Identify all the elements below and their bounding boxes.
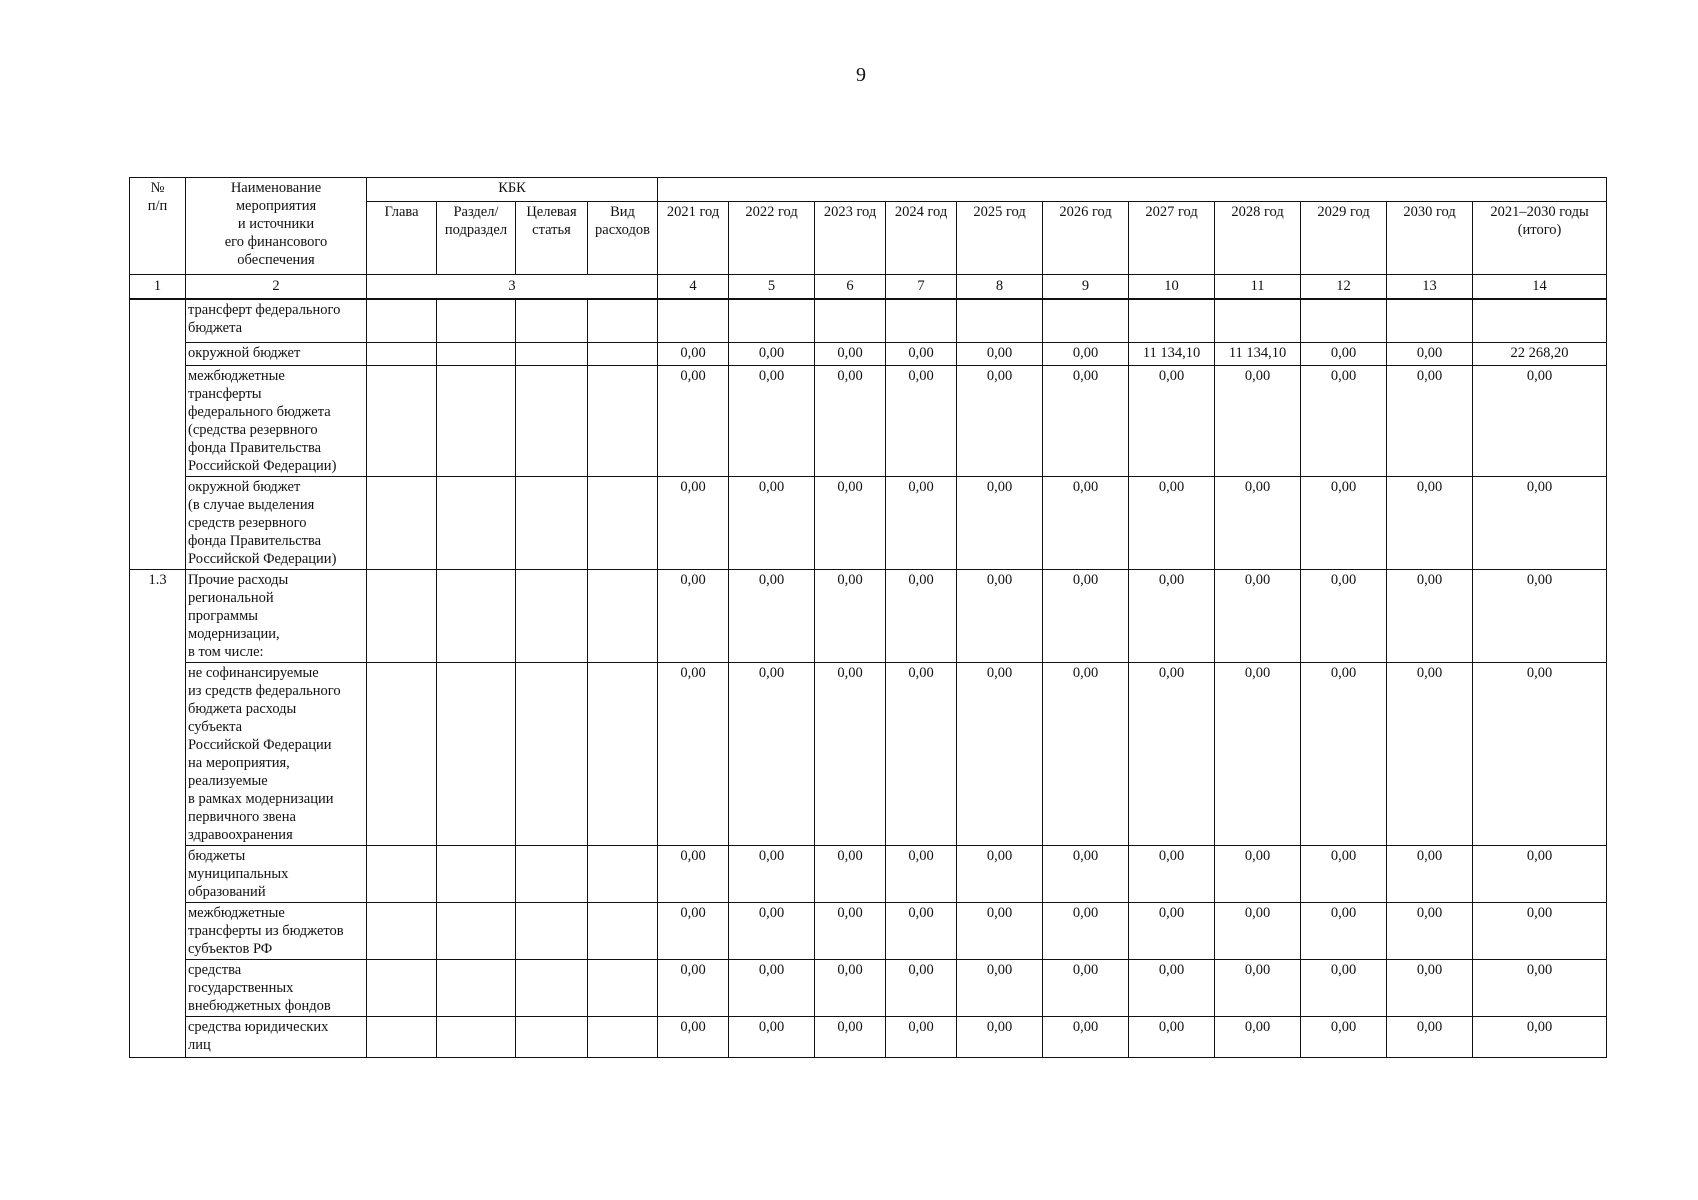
value-cell: 0,00 xyxy=(886,902,957,959)
value-cell: 0,00 xyxy=(658,569,729,662)
header-kbk: КБК xyxy=(367,178,658,202)
value-cell: 0,00 xyxy=(886,476,957,569)
value-cell: 0,00 xyxy=(1387,476,1473,569)
value-cell: 0,00 xyxy=(1129,662,1215,845)
value-cell: 0,00 xyxy=(815,476,886,569)
row-name: межбюджетные трансферты федерального бюджета (средства резервного фонда Правительства Российской Федерации) xyxy=(186,365,367,476)
value-cell: 0,00 xyxy=(658,365,729,476)
column-number-13: 13 xyxy=(1387,275,1473,300)
value-cell: 11 134,10 xyxy=(1129,342,1215,365)
table-row xyxy=(130,569,1607,662)
row-index xyxy=(130,476,186,569)
header-kbk-col-3: Целевая статья xyxy=(516,202,588,275)
value-cell: 0,00 xyxy=(1387,959,1473,1016)
row-index xyxy=(130,365,186,476)
row-index xyxy=(130,959,186,1016)
row-index: 1.3 xyxy=(130,569,186,662)
column-number-1: 1 xyxy=(130,275,186,300)
row-name: Прочие расходы региональной программы модернизации, в том числе: xyxy=(186,569,367,662)
value-cell: 0,00 xyxy=(815,1016,886,1057)
column-number-8: 8 xyxy=(957,275,1043,300)
value-cell: 0,00 xyxy=(1129,569,1215,662)
value-cell: 0,00 xyxy=(658,845,729,902)
kbk-cell xyxy=(516,342,588,365)
header-year-11: 2021–2030 годы (итого) xyxy=(1473,202,1607,275)
column-number-3: 3 xyxy=(367,275,658,300)
table-row xyxy=(130,476,1607,569)
kbk-cell xyxy=(367,342,437,365)
value-cell: 0,00 xyxy=(729,662,815,845)
table-row xyxy=(130,959,1607,1016)
value-cell: 0,00 xyxy=(1473,1016,1607,1057)
header-year-7: 2027 год xyxy=(1129,202,1215,275)
kbk-cell xyxy=(588,662,658,845)
value-cell: 0,00 xyxy=(1387,1016,1473,1057)
value-cell: 0,00 xyxy=(729,959,815,1016)
kbk-cell xyxy=(367,902,437,959)
value-cell: 0,00 xyxy=(886,569,957,662)
column-number-6: 6 xyxy=(815,275,886,300)
budget-table xyxy=(129,177,1607,1058)
value-cell: 0,00 xyxy=(1301,902,1387,959)
value-cell: 0,00 xyxy=(1043,959,1129,1016)
header-no: № п/п xyxy=(130,178,186,275)
header-kbk-col-2: Раздел/ подраздел xyxy=(437,202,516,275)
value-cell: 0,00 xyxy=(658,662,729,845)
value-cell: 0,00 xyxy=(957,365,1043,476)
kbk-cell xyxy=(588,365,658,476)
table-row xyxy=(130,662,1607,845)
value-cell: 0,00 xyxy=(815,569,886,662)
value-cell: 0,00 xyxy=(1129,845,1215,902)
kbk-cell xyxy=(367,1016,437,1057)
value-cell: 0,00 xyxy=(1301,365,1387,476)
kbk-cell xyxy=(367,569,437,662)
value-cell: 0,00 xyxy=(1301,1016,1387,1057)
column-number-9: 9 xyxy=(1043,275,1129,300)
value-cell xyxy=(815,299,886,342)
value-cell: 0,00 xyxy=(1387,845,1473,902)
header-kbk-col-4: Вид расходов xyxy=(588,202,658,275)
header-year-10: 2030 год xyxy=(1387,202,1473,275)
row-name: бюджеты муниципальных образований xyxy=(186,845,367,902)
header-year-9: 2029 год xyxy=(1301,202,1387,275)
kbk-cell xyxy=(516,959,588,1016)
value-cell: 0,00 xyxy=(1215,662,1301,845)
row-index xyxy=(130,845,186,902)
kbk-cell xyxy=(588,845,658,902)
value-cell: 0,00 xyxy=(729,902,815,959)
value-cell: 0,00 xyxy=(1043,365,1129,476)
value-cell xyxy=(1473,299,1607,342)
header-year-4: 2024 год xyxy=(886,202,957,275)
value-cell: 0,00 xyxy=(1473,959,1607,1016)
value-cell: 0,00 xyxy=(1387,902,1473,959)
value-cell: 0,00 xyxy=(886,365,957,476)
value-cell: 0,00 xyxy=(957,902,1043,959)
kbk-cell xyxy=(367,299,437,342)
kbk-cell xyxy=(437,342,516,365)
column-number-14: 14 xyxy=(1473,275,1607,300)
header-year-8: 2028 год xyxy=(1215,202,1301,275)
value-cell: 0,00 xyxy=(1215,1016,1301,1057)
value-cell: 0,00 xyxy=(1215,845,1301,902)
kbk-cell xyxy=(367,476,437,569)
header-kbk-col-1: Глава xyxy=(367,202,437,275)
kbk-cell xyxy=(437,662,516,845)
value-cell: 0,00 xyxy=(1301,476,1387,569)
kbk-cell xyxy=(437,1016,516,1057)
header-year-2: 2022 год xyxy=(729,202,815,275)
header-row-1 xyxy=(130,178,1607,202)
value-cell: 0,00 xyxy=(815,662,886,845)
value-cell: 0,00 xyxy=(957,845,1043,902)
kbk-cell xyxy=(516,365,588,476)
column-number-5: 5 xyxy=(729,275,815,300)
kbk-cell xyxy=(437,902,516,959)
header-year-5: 2025 год xyxy=(957,202,1043,275)
kbk-cell xyxy=(516,569,588,662)
value-cell: 0,00 xyxy=(957,569,1043,662)
value-cell: 0,00 xyxy=(957,342,1043,365)
value-cell: 0,00 xyxy=(957,1016,1043,1057)
value-cell: 0,00 xyxy=(1043,569,1129,662)
kbk-cell xyxy=(588,959,658,1016)
column-number-10: 10 xyxy=(1129,275,1215,300)
value-cell: 0,00 xyxy=(1129,959,1215,1016)
row-name: средства государственных внебюджетных фондов xyxy=(186,959,367,1016)
value-cell: 0,00 xyxy=(886,959,957,1016)
header-name: Наименование мероприятия и источники его финансового обеспечения xyxy=(186,178,367,275)
value-cell: 0,00 xyxy=(1215,902,1301,959)
value-cell: 0,00 xyxy=(1043,1016,1129,1057)
value-cell: 0,00 xyxy=(729,476,815,569)
value-cell xyxy=(1043,299,1129,342)
table-row xyxy=(130,365,1607,476)
value-cell: 22 268,20 xyxy=(1473,342,1607,365)
value-cell: 0,00 xyxy=(886,1016,957,1057)
kbk-cell xyxy=(516,299,588,342)
value-cell: 0,00 xyxy=(1301,569,1387,662)
value-cell: 0,00 xyxy=(1043,662,1129,845)
value-cell: 0,00 xyxy=(1473,662,1607,845)
value-cell: 0,00 xyxy=(1043,342,1129,365)
table-row xyxy=(130,1016,1607,1057)
value-cell: 0,00 xyxy=(658,342,729,365)
kbk-cell xyxy=(588,476,658,569)
value-cell: 0,00 xyxy=(1129,476,1215,569)
value-cell: 11 134,10 xyxy=(1215,342,1301,365)
value-cell xyxy=(729,299,815,342)
kbk-cell xyxy=(516,1016,588,1057)
value-cell: 0,00 xyxy=(1473,845,1607,902)
value-cell: 0,00 xyxy=(815,845,886,902)
header-year-6: 2026 год xyxy=(1043,202,1129,275)
table-row xyxy=(130,299,1607,342)
value-cell xyxy=(957,299,1043,342)
kbk-cell xyxy=(437,476,516,569)
value-cell: 0,00 xyxy=(658,1016,729,1057)
value-cell: 0,00 xyxy=(1215,365,1301,476)
kbk-cell xyxy=(367,662,437,845)
value-cell: 0,00 xyxy=(1215,569,1301,662)
value-cell xyxy=(1129,299,1215,342)
row-index xyxy=(130,1016,186,1057)
value-cell: 0,00 xyxy=(658,476,729,569)
row-index xyxy=(130,342,186,365)
kbk-cell xyxy=(437,299,516,342)
row-name: средства юридических лиц xyxy=(186,1016,367,1057)
value-cell: 0,00 xyxy=(957,476,1043,569)
value-cell: 0,00 xyxy=(1473,476,1607,569)
value-cell: 0,00 xyxy=(1043,476,1129,569)
column-number-2: 2 xyxy=(186,275,367,300)
value-cell: 0,00 xyxy=(729,365,815,476)
value-cell: 0,00 xyxy=(886,845,957,902)
kbk-cell xyxy=(588,342,658,365)
value-cell: 0,00 xyxy=(1301,662,1387,845)
column-numbers-row xyxy=(130,275,1607,300)
row-index xyxy=(130,299,186,342)
kbk-cell xyxy=(588,569,658,662)
kbk-cell xyxy=(516,662,588,845)
value-cell: 0,00 xyxy=(1129,902,1215,959)
kbk-cell xyxy=(437,569,516,662)
value-cell: 0,00 xyxy=(729,342,815,365)
value-cell: 0,00 xyxy=(1215,959,1301,1016)
value-cell: 0,00 xyxy=(658,902,729,959)
value-cell: 0,00 xyxy=(729,1016,815,1057)
value-cell: 0,00 xyxy=(729,569,815,662)
kbk-cell xyxy=(367,959,437,1016)
value-cell: 0,00 xyxy=(815,902,886,959)
row-name: не софинансируемые из средств федерального бюджета расходы субъекта Российской Федерации на мероприятия, реализуемые в рамках модернизации первичного звена здравоохранения xyxy=(186,662,367,845)
value-cell: 0,00 xyxy=(886,342,957,365)
column-number-4: 4 xyxy=(658,275,729,300)
table-row xyxy=(130,342,1607,365)
row-name: межбюджетные трансферты из бюджетов субъектов РФ xyxy=(186,902,367,959)
row-name: трансферт федерального бюджета xyxy=(186,299,367,342)
value-cell: 0,00 xyxy=(1301,845,1387,902)
header-years-group xyxy=(658,178,1607,202)
table-row xyxy=(130,845,1607,902)
value-cell: 0,00 xyxy=(1473,365,1607,476)
value-cell: 0,00 xyxy=(815,342,886,365)
value-cell: 0,00 xyxy=(1387,569,1473,662)
value-cell xyxy=(886,299,957,342)
value-cell: 0,00 xyxy=(815,959,886,1016)
value-cell xyxy=(1215,299,1301,342)
column-number-7: 7 xyxy=(886,275,957,300)
value-cell: 0,00 xyxy=(1301,959,1387,1016)
value-cell xyxy=(1301,299,1387,342)
kbk-cell xyxy=(516,845,588,902)
kbk-cell xyxy=(516,476,588,569)
kbk-cell xyxy=(437,959,516,1016)
value-cell: 0,00 xyxy=(1387,342,1473,365)
value-cell: 0,00 xyxy=(729,845,815,902)
kbk-cell xyxy=(367,845,437,902)
kbk-cell xyxy=(437,845,516,902)
value-cell xyxy=(1387,299,1473,342)
row-name: окружной бюджет (в случае выделения средств резервного фонда Правительства Российской Федерации) xyxy=(186,476,367,569)
kbk-cell xyxy=(588,299,658,342)
row-index xyxy=(130,902,186,959)
value-cell: 0,00 xyxy=(658,959,729,1016)
value-cell: 0,00 xyxy=(1473,569,1607,662)
page-number: 9 xyxy=(856,64,866,86)
value-cell: 0,00 xyxy=(886,662,957,845)
column-number-11: 11 xyxy=(1215,275,1301,300)
kbk-cell xyxy=(367,365,437,476)
kbk-cell xyxy=(437,365,516,476)
kbk-cell xyxy=(516,902,588,959)
value-cell: 0,00 xyxy=(815,365,886,476)
value-cell: 0,00 xyxy=(1387,365,1473,476)
row-name: окружной бюджет xyxy=(186,342,367,365)
header-year-3: 2023 год xyxy=(815,202,886,275)
kbk-cell xyxy=(588,902,658,959)
value-cell: 0,00 xyxy=(1473,902,1607,959)
value-cell xyxy=(658,299,729,342)
value-cell: 0,00 xyxy=(1215,476,1301,569)
table-row xyxy=(130,902,1607,959)
header-year-1: 2021 год xyxy=(658,202,729,275)
value-cell: 0,00 xyxy=(1129,365,1215,476)
value-cell: 0,00 xyxy=(957,662,1043,845)
kbk-cell xyxy=(588,1016,658,1057)
row-index xyxy=(130,662,186,845)
value-cell: 0,00 xyxy=(1301,342,1387,365)
value-cell: 0,00 xyxy=(1043,902,1129,959)
value-cell: 0,00 xyxy=(1387,662,1473,845)
value-cell: 0,00 xyxy=(1129,1016,1215,1057)
value-cell: 0,00 xyxy=(1043,845,1129,902)
column-number-12: 12 xyxy=(1301,275,1387,300)
value-cell: 0,00 xyxy=(957,959,1043,1016)
